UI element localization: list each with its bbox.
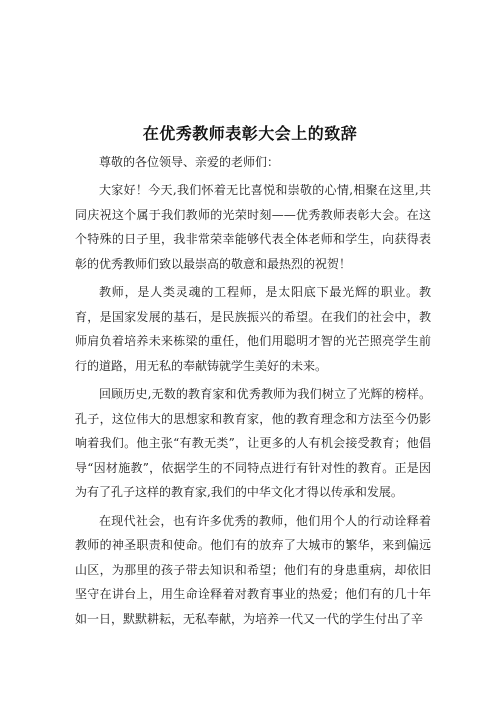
document-title: 在优秀教师表彰大会上的致辞 [142, 124, 358, 143]
paragraph-4: 在现代社会，也有许多优秀的教师，他们用个人的行动诠释着教师的神圣职责和使命。他们有的放弃了大城市的繁华，来到偏远山区，为那里的孩子带去知识和希望；他们有的身患重病，却依旧坚守在讲台上，用生命诠释着对教育事业的热爱；他们有的几十年如一日，默默耕耘，无私奉献，为培养一代又一代的学生付出了辛 [75, 513, 431, 626]
paragraph-3: 回顾历史,无数的教育家和优秀教师为我们树立了光辉的榜样。孔子，这位伟大的思想家和教育家，他的教育理念和方法至今仍影响着我们。他主张“有教无类”，让更多的人有机会接受教育；他倡导“因材施教”，依据学生的不同特点进行有针对性的教育。正是因为有了孔子这样的教育家,我们的中华文化才得以传承和发展。 [75, 387, 431, 499]
paragraph-2: 教师，是人类灵魂的工程师，是太阳底下最光辉的职业。教育，是国家发展的基石，是民族振兴的希望。在我们的社会中，教师肩负着培养未来栋梁的重任，他们用聪明才智的光芒照亮学生前行的道路，用无私的奉献铸就学生美好的未来。 [75, 285, 431, 373]
paragraph-1: 大家好！今天,我们怀着无比喜悦和崇敬的心情,相聚在这里,共同庆祝这个属于我们教师的光荣时刻——优秀教师表彰大会。在这个特殊的日子里，我非常荣幸能够代表全体老师和学生，向获得表彰的优秀教师们致以最崇高的敬意和最热烈的祝贺！ [75, 183, 431, 271]
salutation: 尊敬的各位领导、亲爱的老师们： [99, 155, 280, 169]
document-body [75, 150, 431, 635]
